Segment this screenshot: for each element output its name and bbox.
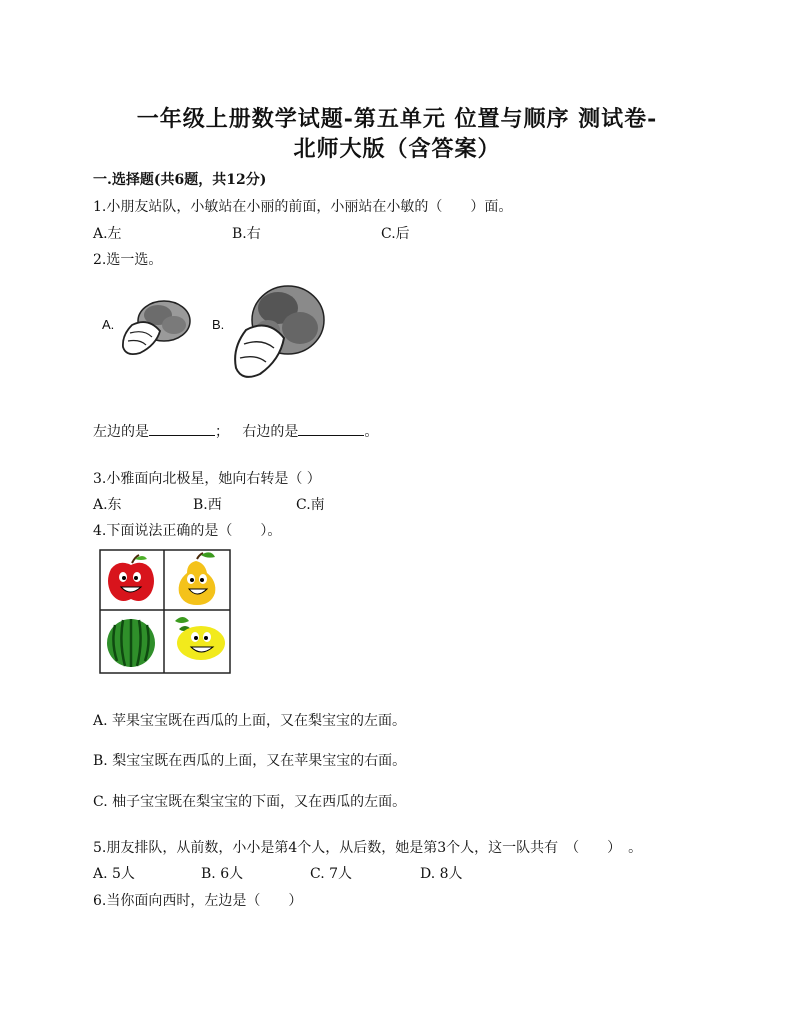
q2-image-label-a: A. <box>102 317 115 332</box>
page-title-line1: 一年级上册数学试题-第五单元 位置与顺序 测试卷- <box>136 106 658 132</box>
q5-option-d[interactable]: D. 8人 <box>420 866 463 882</box>
q1-option-c[interactable]: C.后 <box>381 226 410 242</box>
cabbage-large-icon <box>228 278 328 383</box>
page-title-line2: 北师大版（含答案） <box>293 136 501 162</box>
q2-answer-separator: ； <box>215 424 229 440</box>
q5-option-c[interactable]: C. 7人 <box>310 866 353 882</box>
question-4-text: 4.下面说法正确的是（ ）。 <box>93 523 282 539</box>
q2-answer-end: 。 <box>364 424 379 440</box>
cabbage-small-icon <box>118 295 193 363</box>
watermelon-icon <box>107 619 155 667</box>
q2-answer-line <box>93 421 378 441</box>
question-2-text: 2.选一选。 <box>93 252 163 268</box>
q2-image-label-b: B. <box>212 317 225 332</box>
q2-answer-left-label: 左边的是 <box>93 424 149 440</box>
q2-blank-right[interactable] <box>298 421 364 436</box>
fruit-grid <box>99 549 231 674</box>
question-5-text: 5.朋友排队，从前数，小小是第4个人，从后数，她是第3个人，这一队共有 （ ） 。 <box>93 840 643 856</box>
q2-answer-right-label: 右边的是 <box>242 424 299 440</box>
q4-option-c[interactable]: C. 柚子宝宝既在梨宝宝的下面，又在西瓜的左面。 <box>93 794 407 810</box>
q3-option-c[interactable]: C.南 <box>296 497 325 513</box>
q1-option-a[interactable]: A.左 <box>93 226 122 242</box>
q4-option-b[interactable]: B. 梨宝宝既在西瓜的上面，又在苹果宝宝的右面。 <box>93 753 407 769</box>
q5-option-b[interactable]: B. 6人 <box>201 866 244 882</box>
question-6-text: 6.当你面向西时，左边是（ ） <box>93 893 303 909</box>
q5-option-a[interactable]: A. 5人 <box>93 866 135 882</box>
q4-option-a[interactable]: A. 苹果宝宝既在西瓜的上面，又在梨宝宝的左面。 <box>93 713 407 729</box>
q2-blank-left[interactable] <box>149 421 215 436</box>
question-3-text: 3.小雅面向北极星，她向右转是（ ） <box>93 471 321 487</box>
section-heading: 一.选择题(共6题，共12分) <box>93 172 267 188</box>
question-1-text: 1.小朋友站队，小敏站在小丽的前面，小丽站在小敏的（ ）面。 <box>93 199 513 215</box>
q1-option-b[interactable]: B.右 <box>232 226 261 242</box>
q3-option-b[interactable]: B.西 <box>193 497 222 513</box>
q3-option-a[interactable]: A.东 <box>93 497 122 513</box>
